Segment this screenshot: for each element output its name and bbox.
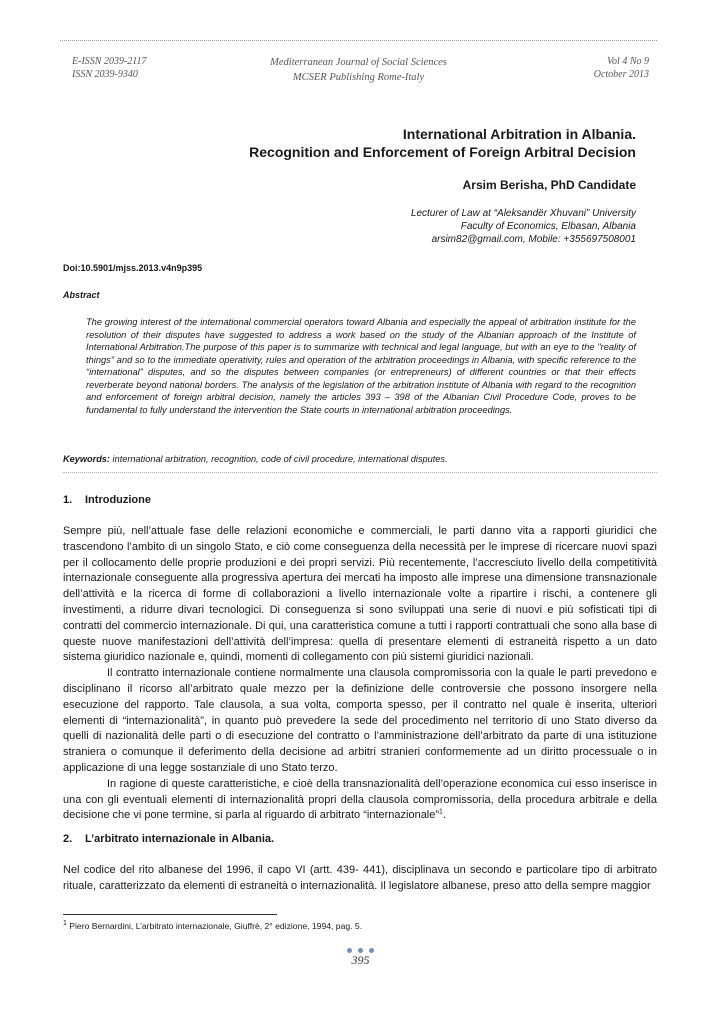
volume-block [594,55,649,81]
section-title: L’arbitrato internazionale in Albania. [85,833,275,845]
paragraph: Nel codice del rito albanese del 1996, il capo VI (artt. 439- 441), disciplinava un secondo e particolare tipo di arbitrato rituale, caratterizzato da elementi di estraneità o internazionalità. Il legislatore albanese, preso atto della sempre maggior [63,864,657,892]
paper-title [76,125,636,161]
keywords [63,454,653,464]
footnote-divider [63,914,277,915]
journal-name: Mediterranean Journal of Social Sciences [270,57,447,68]
footnote [63,921,362,931]
issn: ISSN 2039-9340 [72,69,138,80]
section-heading-2 [63,833,274,845]
affiliation-line-1: Lecturer of Law at “Aleksandër Xhuvani” University [410,208,636,219]
section-1-body [63,524,657,824]
keywords-text: international arbitration, recognition, code of civil procedure, international disputes. [109,454,448,464]
paragraph [63,777,657,824]
doi: Doi:10.5901/mjss.2013.v4n9p395 [63,263,203,273]
footnote-text: Piero Bernardini, L’arbitrato internazionale, Giuffrè, 2° edizione, 1994, pag. 5. [66,921,363,931]
affiliation-contact: arsim82@gmail.com, Mobile: +355697508001 [431,234,636,245]
section-heading-1 [63,494,151,506]
paragraph-text: In ragione di queste caratteristiche, e cioè della transnazionalità dell’operazione economica cui esso inserisce in una con gli eventuali elementi di internazionalità propri della clausola compromissoria, della procedura arbitrale e della decisione che vi pone termine, si parla al riguardo di arbitrato “internazionale” [63,777,657,822]
affiliation-line-2: Faculty of Economics, Elbasan, Albania [460,221,636,232]
publisher: MCSER Publishing Rome-Italy [292,72,425,83]
eissn: E-ISSN 2039-2117 [72,56,147,67]
running-header [62,52,655,88]
keywords-label: Keywords: [63,454,110,464]
journal-block [62,55,655,85]
section-2-body [63,863,657,895]
abstract-heading: Abstract [63,290,100,300]
title-line-1: International Arbitration in Albania. [402,126,636,142]
paragraph: Il contratto internazionale contiene normalmente una clausola compromissoria con la quale le parti prevedono e disciplinano il ricorso all’arbitrato quale mezzo per la definizione delle controversie che possono insorgere nella esecuzione del rapporto. Tale clausola, a sua volta, comporta spesso, per il contratto nel quale è inserita, ulteriori elementi di “internazionalità”, in quanto può prevedere la sede del procedimento nel territorio di uno Stato diverso da quelli di nazionalità delle parti o di esecuzione del contratto o l’amministrazione dell’arbitrato da parte di una istituzione straniera o comunque il deferimento della decisione ad arbitri stranieri conformemente ad un diritto processuale o in applicazione di una legge sostanziale di uno Stato terzo. [63,667,657,774]
author-affiliation [236,207,636,246]
page-number: 395 [351,953,370,967]
author-name: Arsim Berisha, PhD Candidate [462,178,636,192]
section-title: Introduzione [85,494,151,506]
volume: Vol 4 No 9 [607,56,649,67]
paragraph-end: . [442,809,447,822]
header-divider [60,40,657,41]
title-line-2: Recognition and Enforcement of Foreign Arbitral Decision [249,144,636,160]
footnote-mark: 1 [63,920,67,928]
paragraph: Sempre più, nell’attuale fase delle relazioni economiche e commerciali, le parti danno vita a rapporti giuridici che trascendono l’ambito di un singolo Stato, e ciò come conseguenza della necessità per le imprese di ricercare nuovi spazi per il collocamento delle proprie produzioni e dei propri servizi. Più recentemente, l’accresciuto livello della competitività internazionale conseguente alla progressiva apertura dei mercati ha imposto alle imprese una dimensione transnazionale dell’attività e la ricerca di forme di collaborazioni a livello internazionale volte a ripartire i rischi, a contenere gli investimenti, a ridurre divari tecnologici. Di conseguenza si sono sviluppati una serie di nuovi e più sofisticati tipi di contratti del commercio internazionale. Di qui, una caratteristica comune a tutti i rapporti contrattuali che sono alla base di queste nuove manifestazioni dell’attività dell’impresa: quella di presentare elementi di estraneità rispetto a un dato sistema giuridico nazionale e, quindi, momenti di collegamento con più sistemi giuridici nazionali. [63,525,657,664]
section-number: 2. [63,833,73,845]
issue-date: October 2013 [593,69,649,80]
section-number: 1. [63,494,73,506]
keywords-divider [63,472,657,473]
footnote-ref[interactable]: 1 [439,808,443,816]
abstract-text: The growing interest of the international commercial operators toward Albania and especially the appeal of arbitration institute for the resolution of their disputes have suggested to address a work based on the study of the Albanian approach of the Institute of International Arbitration.The purpose of this paper is to summarize with technical and legal language, but with an eye to the "reality of things" and so to the immediate operativity, rules and operation of the arbitration proceedings in Albania, with specific reference to the “international” disputes, and so the disputes between companies (or entrepreneurs) of different countries or that their effects reverberate beyond national borders. The analysis of the legislation of the arbitration institute of Albania with regard to the recognition and enforcement of foreign arbitral decision, namely the articles 393 – 398 of the Albanian Civil Procedure Code, proves to be fundamental to fully understand the intervention the State courts in international arbitration proceedings. [86,317,636,415]
